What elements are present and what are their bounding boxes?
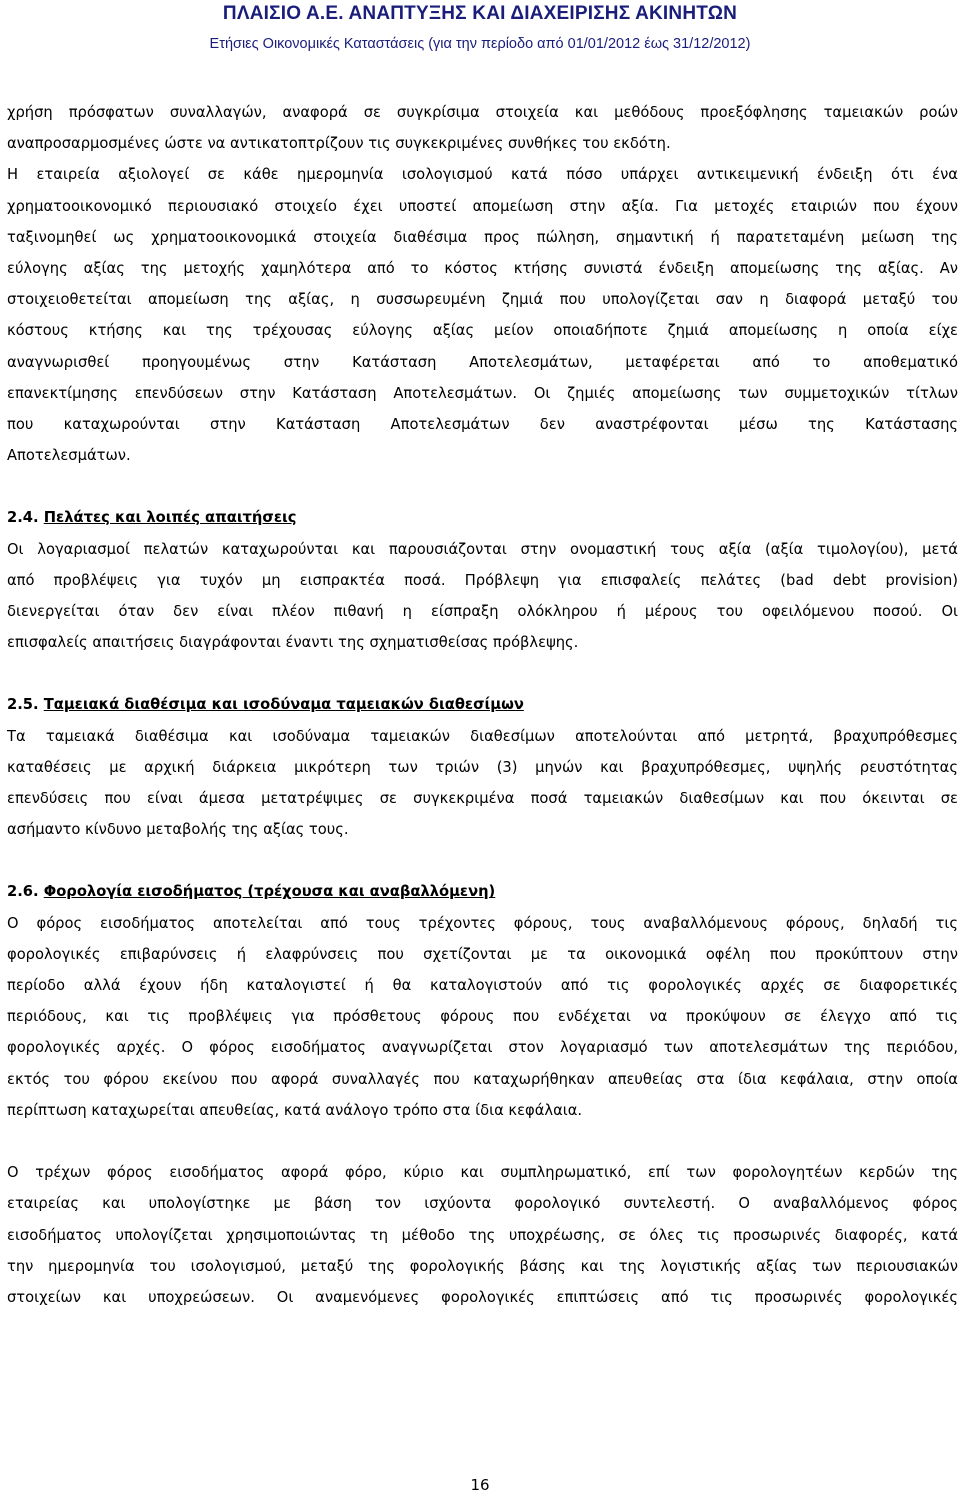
text-line: Η εταιρεία αξιολογεί σε κάθε ημερομηνία ισολογισμού κατά πόσο υπάρχει αντικειμενική ένδειξη ότι ένα [7, 166, 958, 184]
section-2-5-paragraph [7, 721, 958, 846]
text-line: εκτός του φόρου εκείνου που αφορά συναλλαγές που καταχωρήθηκαν απευθείας στα ίδια κεφάλαια, στην οποία [7, 1070, 958, 1088]
text-line: Αποτελεσμάτων. [7, 447, 131, 465]
text-line: επανεκτίμησης επενδύσεων στην Κατάσταση Αποτελεσμάτων. Οι ζημιές απομείωσης των συμμετοχικών τίτλων [7, 384, 958, 402]
text-line: φορολογικές επιβαρύνσεις ή ελαφρύνσεις που σχετίζονται με τα οικονομικά οφέλη που προκύπτουν στην [7, 945, 958, 963]
section-2-4-paragraph [7, 534, 958, 659]
text-line: διενεργείται όταν δεν είναι πλέον πιθανή η είσπραξη ολόκληρου ή μέρους του οφειλόμενου ποσού. Οι [7, 603, 958, 621]
text-line: στοιχείων και υποχρεώσεων. Οι αναμενόμενες φορολογικές επιπτώσεις από τις προσωρινές φορολογικές [7, 1288, 958, 1306]
section-heading-2-5 [7, 689, 958, 720]
section-2-6-paragraph-1 [7, 908, 958, 1126]
text-line: εύλογης αξίας της μετοχής χαμηλότερα από το κόστος κτήσης συνιστά ένδειξη απομείωσης της αξίας. Αν [7, 260, 958, 278]
text-line: αναγνωρισθεί προηγουμένως στην Κατάσταση Αποτελεσμάτων, μεταφέρεται από το αποθεματικό [7, 353, 958, 371]
text-line: από προβλέψεις για τυχόν μη εισπρακτέα ποσά. Πρόβλεψη για επισφαλείς πελάτες (bad debt provision) [7, 571, 958, 589]
text-line: χρήση πρόσφατων συναλλαγών, αναφορά σε συγκρίσιμα στοιχεία και μεθόδους προεξόφλησης ταμειακών ροών [7, 104, 958, 121]
section-number: 2.6. [7, 883, 39, 901]
text-line: περίοδο αλλά έχουν ήδη καταλογιστεί ή θα καταλογιστούν από τις φορολογικές αρχές σε διαφορετικές [7, 977, 958, 995]
spacer [7, 1126, 958, 1157]
text-line: ασήμαντο κίνδυνο μεταβολής της αξίας τους. [7, 821, 349, 839]
document-body [7, 97, 958, 1313]
section-title: Φορολογία εισοδήματος (τρέχουσα και αναβαλλόμενη) [43, 883, 496, 901]
section-number: 2.4. [7, 509, 39, 527]
text-line: χρηματοοικονομικό περιουσιακό στοιχείο έχει υποστεί απομείωση στην αξία. Για μετοχές εταιριών που έχουν [7, 197, 958, 215]
section-number: 2.5. [7, 696, 39, 714]
text-line: επισφαλείς απαιτήσεις διαγράφονται έναντι της σχηματισθείσας πρόβλεψης. [7, 634, 579, 652]
intro-paragraph [7, 97, 958, 471]
section-heading-2-6 [7, 876, 958, 907]
text-line: την ημερομηνία του ισολογισμού, μεταξύ της φορολογικής βάσης και της λογιστικής αξίας των περιουσιακών [7, 1257, 958, 1275]
page-number: 16 [470, 1476, 490, 1494]
section-heading-2-4 [7, 502, 958, 533]
text-line: περίπτωση καταχωρείται απευθείας, κατά ανάλογο τρόπο στα ίδια κεφάλαια. [7, 1101, 583, 1119]
spacer [7, 845, 958, 876]
text-line: εισοδήματος υπολογίζεται χρησιμοποιώντας τη μέθοδο της υποχρέωσης, σε όλες τις προσωρινές διαφορές, κατά [7, 1226, 958, 1244]
section-2-6-paragraph-2 [7, 1157, 958, 1313]
text-line: περιόδους, και τις προβλέψεις για πρόσθετους φόρους που ενδέχεται να προκύψουν σε έλεγχο από τις [7, 1008, 958, 1026]
text-line: ταξινομηθεί ως χρηματοοικονομικά στοιχεία διαθέσιμα προς πώληση, σημαντική ή παρατεταμένη μείωση της [7, 228, 958, 246]
text-line: Ο φόρος εισοδήματος αποτελείται από τους τρέχοντες φόρους, τους αναβαλλόμενους φόρους, δηλαδή τις [7, 914, 958, 932]
text-line: στοιχειοθετείται απομείωση της αξίας, η συσσωρευμένη ζημιά που υπολογίζεται σαν η διαφορά μεταξύ του [7, 291, 958, 309]
text-line: καταθέσεις με αρχική διάρκεια μικρότερη των τριών (3) μηνών και βραχυπρόθεσμες, υψηλής ρευστότητας [7, 758, 958, 776]
text-line: εταιρείας και υπολογίστηκε με βάση τον ισχύοντα φορολογικό συντελεστή. Ο αναβαλλόμενος φόρος [7, 1195, 958, 1213]
text-line: επενδύσεις που είναι άμεσα μετατρέψιμες σε συγκεκριμένα ποσά ταμειακών διαθεσίμων και που όκεινται σε [7, 790, 958, 808]
company-name: ΠΛΑΙΣΙΟ Α.Ε. ΑΝΑΠΤΥΞΗΣ ΚΑΙ ΔΙΑΧΕΙΡΙΣΗΣ ΑΚΙΝΗΤΩΝ [222, 3, 738, 24]
text-line: Τα ταμειακά διαθέσιμα και ισοδύναμα ταμειακών διαθεσίμων αποτελούνται από μετρητά, βραχυπρόθεσμες [7, 727, 958, 745]
page-header [0, 0, 960, 54]
spacer [7, 658, 958, 689]
text-line: αναπροσαρμοσμένες ώστε να αντικατοπτρίζουν τις συγκεκριμένες συνθήκες του εκδότη. [7, 135, 671, 153]
text-line: κόστους κτήσης και της τρέχουσας εύλογης αξίας μείον οποιαδήποτε ζημιά απομείωσης η οποία είχε [7, 322, 958, 340]
text-line: που καταχωρούνται στην Κατάσταση Αποτελεσμάτων δεν αναστρέφονται μέσω της Κατάστασης [7, 416, 958, 434]
section-title: Ταμειακά διαθέσιμα και ισοδύναμα ταμειακών διαθεσίμων [43, 696, 524, 714]
report-subtitle: Ετήσιες Οικονομικές Καταστάσεις (για την περίοδο από 01/01/2012 έως 31/12/2012) [209, 36, 751, 52]
text-line: Οι λογαριασμοί πελατών καταχωρούνται και παρουσιάζονται στην ονομαστική τους αξία (αξία τιμολογίου), μετά [7, 540, 958, 558]
spacer [7, 471, 958, 502]
text-line: Ο τρέχων φόρος εισοδήματος αφορά φόρο, κύριο και συμπληρωματικό, επί των φορολογητέων κερδών της [7, 1164, 958, 1182]
text-line: φορολογικές αρχές. Ο φόρος εισοδήματος αναγνωρίζεται στον λογαριασμό των αποτελεσμάτων της περιόδου, [7, 1039, 958, 1057]
section-title: Πελάτες και λοιπές απαιτήσεις [43, 509, 297, 527]
